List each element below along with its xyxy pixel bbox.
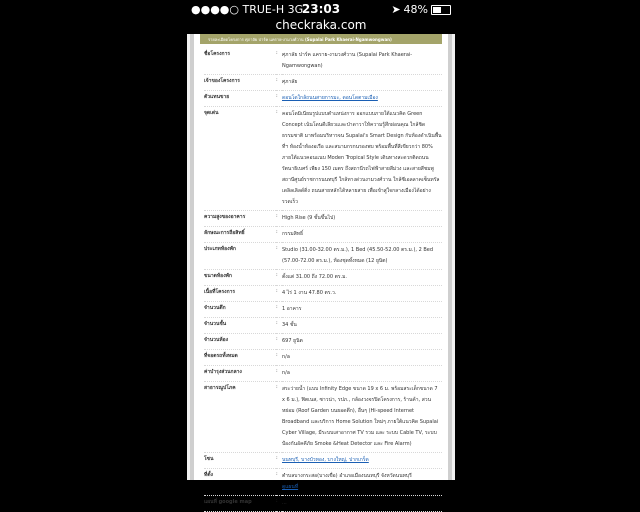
spec-value-text: สระว่ายน้ำ (แบบ Infinity Edge ขนาด 19 x 6 ม. พร้อมสระเด็กขนาด 7 x 6 ม.), ฟิตเนส, ซาวน่า, รปภ., กล้องวงจรปิดโครงการ, ร้านค้า, สวนหย่อม (Roof Garden บนยอดตึก), อื่นๆ (Hi-speed Internet Broadband และบริการ Home Solution ใหม่ๆ ภายใต้แนวคิด Supalai Cyber Village, มีระบบเสาอากาศ TV รวม และ ระบบ Cable TV, ระบบป้องกันอัคคีภัย Smoke &Heat Detector และ Fire Alarm) <box>282 386 439 447</box>
location-arrow-icon: ➤ <box>391 3 401 16</box>
spec-row <box>204 318 442 334</box>
spec-colon: : <box>276 366 282 382</box>
spec-colon: : <box>276 318 282 334</box>
spec-value <box>282 227 442 243</box>
spec-value <box>282 243 442 270</box>
spec-value <box>282 91 442 107</box>
carrier-signal: ●●●●○ TRUE-H 3G <box>191 3 304 16</box>
spec-key: ประเภทห้องพัก <box>204 243 276 270</box>
spec-row <box>204 91 442 107</box>
spec-key: สาธารณูปโภค <box>204 382 276 453</box>
spec-key: ชื่อโครงการ <box>204 48 276 75</box>
spec-value <box>282 107 442 211</box>
spec-value <box>282 302 442 318</box>
spec-value <box>282 318 442 334</box>
spec-value-text: คอนโดมิเนียมรูปแบบตำแหน่งการ ออกแบบภายใต้แนวคิด Green Concept เน้นโดนดีเลียวแเละป่าดาวาให้ความรู้สึกผ่อนคุณ ใกล้ชิดธรรมชาติ มาพร้อมบริหารจน Supalai's Smart Design กับห้องดำเนินพื้นที่ฯ ห้องน้ำห้องอเรือ และสนามกรกนรองพบ พร้อมพื้นที่สีเขียวกว่า 80% ภายใต้แนวคอนแนบ Moden Tropical Style เดินทางสะดวกติดถนนรัตนาธิเบศร์ เพียง 150 เมตร ถึงสถานีรถไฟฟ้าสายสีม่วง และสายสีชมพู สถานีศูนย์ราชการนนทบุรี ใกล้ทางด่วนงามวงศ์วาน ใกล้ซีเอลลาคเซ็นทรัลเดลิลเลิลด์ดิ่ง ถนนสายหลักได้หลายสาย เพื่อเข้าสู่ใจกลางเมืองได้อย่างรวดเร็ว <box>282 111 442 205</box>
spec-colon: : <box>276 496 282 512</box>
spec-value-text: กรรมสิทธิ์ <box>282 231 304 237</box>
status-bar <box>187 0 455 18</box>
spec-key: ตัวแทนขาย <box>204 91 276 107</box>
spec-value-text: ตำบลบางกระสอ(บางเขื่อ) อำเภอเมืองนนทบุรี จังหวัดนนทบุรี <box>282 473 412 479</box>
spec-key: แผนที่ google map <box>204 496 276 512</box>
spec-key: ขนาดห้องพัก <box>204 270 276 286</box>
spec-colon: : <box>276 75 282 91</box>
section-heading <box>200 34 442 44</box>
spec-row <box>204 496 442 512</box>
spec-colon: : <box>276 91 282 107</box>
spec-row <box>204 227 442 243</box>
spec-value <box>282 286 442 302</box>
spec-colon: : <box>276 469 282 496</box>
spec-row <box>204 350 442 366</box>
spec-row <box>204 48 442 75</box>
spec-value <box>282 496 442 512</box>
spec-value-text: 4 ไร่ 1 งาน 47.80 ตร.ว. <box>282 290 337 296</box>
map-link[interactable]: ดูแผนที่ <box>282 484 299 490</box>
spec-value <box>282 350 442 366</box>
clock: 23:03 <box>301 2 341 16</box>
battery-status <box>391 3 451 16</box>
spec-colon: : <box>276 453 282 469</box>
spec-row <box>204 453 442 469</box>
spec-value <box>282 453 442 469</box>
spec-row <box>204 270 442 286</box>
spec-value-text: 34 ชั้น <box>282 322 297 328</box>
spec-key: ที่ตั้ง <box>204 469 276 496</box>
spec-colon: : <box>276 302 282 318</box>
spec-colon: : <box>276 211 282 227</box>
spec-key: จำนวนตึก <box>204 302 276 318</box>
spec-value-text: ศุภาลัย ปาร์ค แคราย-งามวงศ์วาน (Supalai Park Khaerai-Ngamwongwan) <box>282 52 413 69</box>
spec-value <box>282 469 442 496</box>
spec-colon: : <box>276 243 282 270</box>
section-title: รายละเอียดโครงการ ศุภาลัย ปาร์ค แคราย-งามวงศ์วาน <box>208 37 304 42</box>
page-content <box>190 34 452 506</box>
spec-colon: : <box>276 350 282 366</box>
spec-colon: : <box>276 270 282 286</box>
spec-value <box>282 48 442 75</box>
spec-colon: : <box>276 107 282 211</box>
spec-table <box>204 48 442 512</box>
spec-value-text[interactable]: ดอนโดใกล้ถนนสายการมะ, ดอนโดตามเมือง <box>282 95 378 101</box>
battery-fill <box>433 7 441 13</box>
spec-value <box>282 334 442 350</box>
battery-icon <box>431 5 451 15</box>
spec-key: ความสูงของอาคาร <box>204 211 276 227</box>
spec-key: เนื้อที่โครงการ <box>204 286 276 302</box>
spec-value-text: ตั้งแต่ 31.00 ถึง 72.00 ตร.ม. <box>282 274 348 280</box>
spec-row <box>204 366 442 382</box>
spec-colon: : <box>276 382 282 453</box>
spec-row <box>204 107 442 211</box>
spec-row <box>204 243 442 270</box>
spec-value-text: n/a <box>282 370 290 376</box>
spec-colon: : <box>276 227 282 243</box>
spec-row <box>204 334 442 350</box>
spec-row <box>204 469 442 496</box>
spec-key: ลักษณะการถือสิทธิ์ <box>204 227 276 243</box>
spec-colon: : <box>276 334 282 350</box>
battery-percent: 48% <box>403 3 428 16</box>
url-bar[interactable]: checkraka.com <box>187 18 455 34</box>
spec-key: โซน <box>204 453 276 469</box>
spec-colon: : <box>276 286 282 302</box>
section-title-name: (Supalai Park Khaerai-Ngamwongwan) <box>304 37 392 42</box>
spec-value-text: n/a <box>282 354 290 360</box>
spec-value <box>282 366 442 382</box>
spec-colon: : <box>276 48 282 75</box>
spec-value <box>282 270 442 286</box>
spec-value-text: ... <box>282 500 287 506</box>
spec-row <box>204 211 442 227</box>
spec-key: เจ้าของโครงการ <box>204 75 276 91</box>
spec-row <box>204 286 442 302</box>
spec-row <box>204 302 442 318</box>
phone-screen <box>187 0 455 506</box>
spec-key: ที่จอดรถทั้งหมด <box>204 350 276 366</box>
spec-row <box>204 382 442 453</box>
spec-value <box>282 75 442 91</box>
spec-value-text: 1 อาคาร <box>282 306 302 312</box>
spec-key: จำนวนชั้น <box>204 318 276 334</box>
spec-key: จุดเด่น <box>204 107 276 211</box>
spec-value <box>282 211 442 227</box>
spec-value-text: Studio (31.00-32.00 ตร.ม.), 1 Bed (45.50-52.00 ตร.ม.), 2 Bed (57.00-72.00 ตร.ม.), ห้องชุดทั้งหมด (12 ยูนิต) <box>282 247 434 264</box>
spec-value-text: ศุภาลัย <box>282 79 298 85</box>
spec-key: จำนวนห้อง <box>204 334 276 350</box>
spec-value <box>282 382 442 453</box>
spec-key: ค่าบำรุงส่วนกลาง <box>204 366 276 382</box>
spec-row <box>204 75 442 91</box>
spec-value-text: 697 ยูนิต <box>282 338 303 344</box>
spec-value-text: High Rise (9 ชั้นขึ้นไป) <box>282 215 336 221</box>
spec-value-text[interactable]: นนทบุรี, บางบัวทอง, บางใหญ่, ปากเกร็ด <box>282 457 369 463</box>
